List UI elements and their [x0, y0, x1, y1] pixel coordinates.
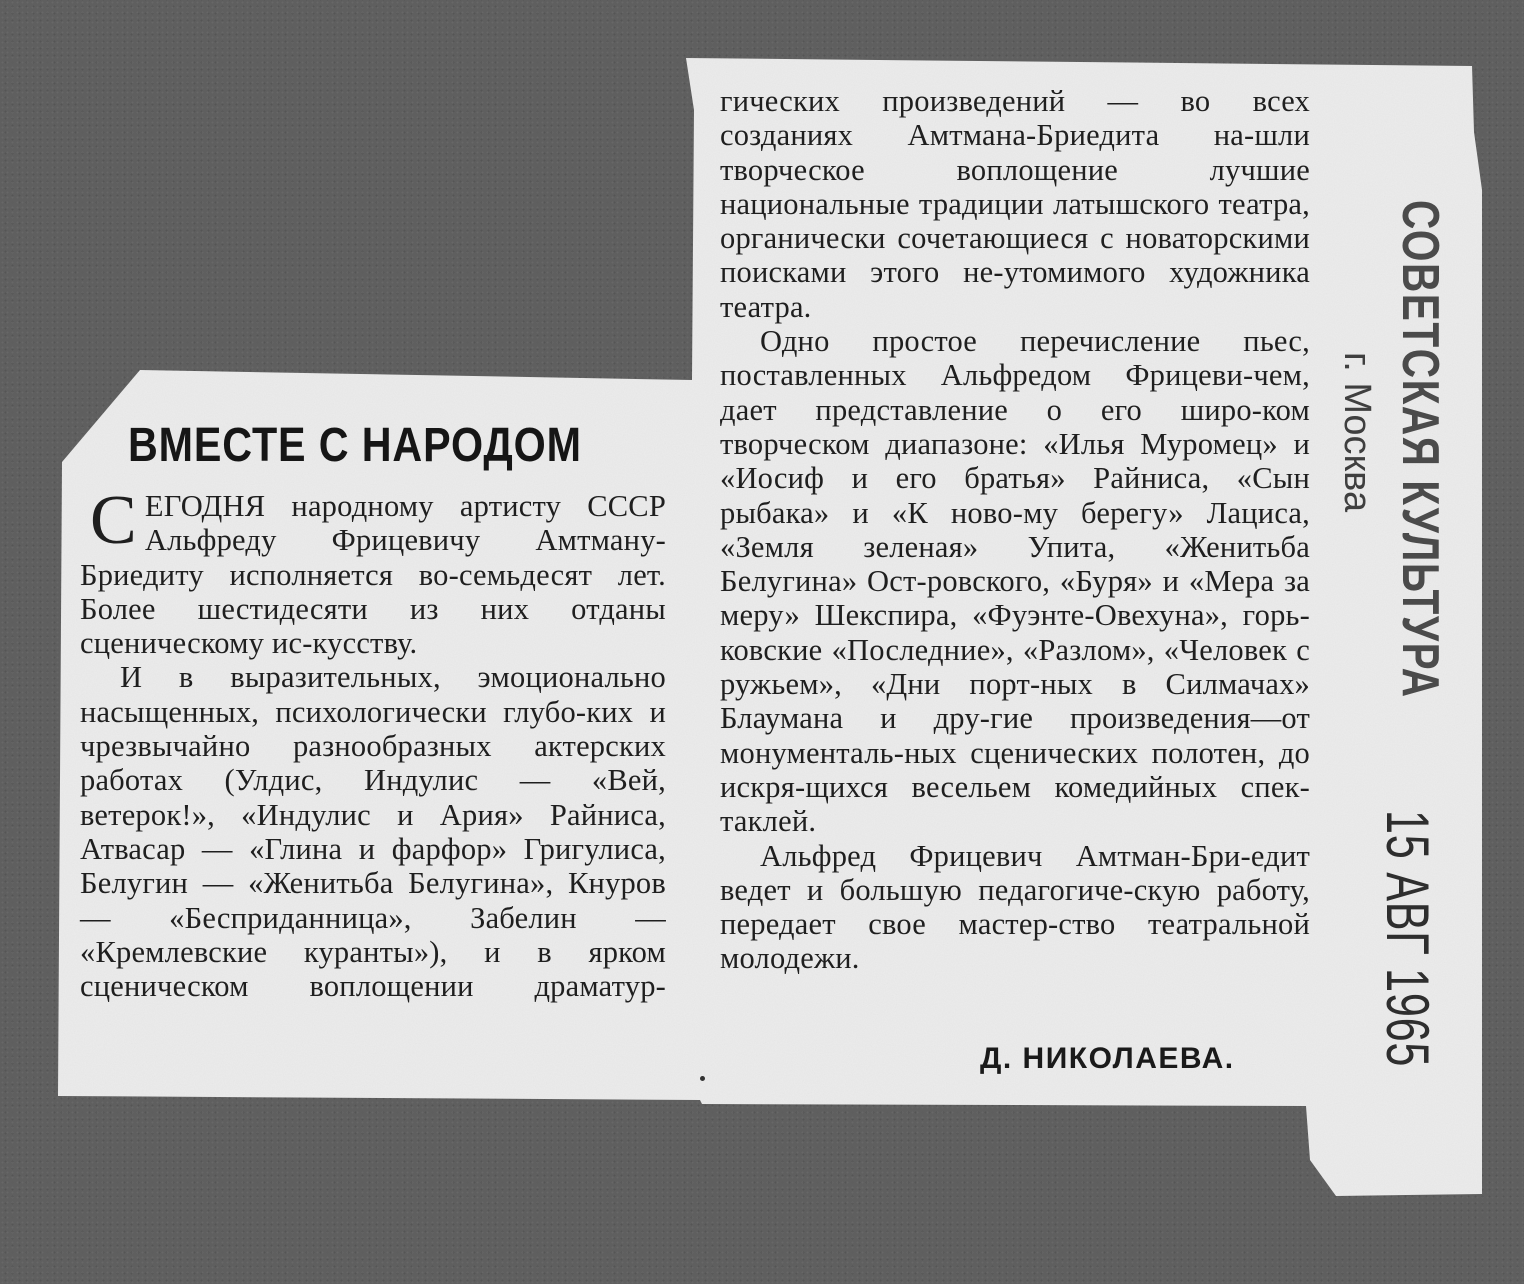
- article-paragraph: И в выразительных, эмоционально насыщенных, психологически глубо-ких и чрезвычайно разнообразных актерских работах (Улдис, Индулис — «Вей, ветерок!», «Индулис и Ария» Райниса, Атвасар — «Глина и фарфор» Григулиса, Белугин — «Женитьба Белугина», Кнуров — «Бесприданница», Забелин — «Кремлевские куранты»), и в ярком сценическом воплощении драматур-: [80, 660, 666, 1004]
- article-headline: ВМЕСТЕ С НАРОДОМ: [128, 419, 582, 472]
- stamp-date: 15 АВГ 1965: [1374, 810, 1441, 1068]
- article-paragraph: Одно простое перечисление пьес, поставленных Альфредом Фрицеви-чем, дает представление о его широ-ком творческом диапазоне: «Илья Муромец» и «Иосиф и его братья» Райниса, «Сын рыбака» и «К ново-му берегу» Лациса, «Земля зеленая» Упита, «Женитьба Белугина» Ост-ровского, «Буря» и «Мера за меру» Шекспира, «Фуэнте-Овехуна», горь-ковские «Последние», «Разлом», «Человек с ружьем», «Дни порт-ных в Силмачах» Блаумана и дру-гие произведения—от монументаль-ных сценических полотен, до искря-щихся весельем комедийных спек-таклей.: [720, 324, 1310, 839]
- article-signature: Д. НИКОЛАЕВА.: [980, 1042, 1235, 1075]
- drop-cap: С: [90, 482, 137, 559]
- article-paragraph: гических произведений — во всех созданиях Амтмана-Бриедита на-шли творческое воплощение лучшие национальные традиции латышского театра, органически сочетающиеся с новаторскими поисками этого не-утомимого художника театра.: [720, 84, 1310, 324]
- ink-dot: [700, 1076, 705, 1081]
- stamp-newspaper-name: СОВЕТСКАЯ КУЛЬТУРА: [1391, 200, 1449, 699]
- article-paragraph: [80, 482, 666, 661]
- article-paragraph-text: ЕГОДНЯ народному артисту СССР Альфреду Фрицевичу Амтману-Бриедиту исполняется во-семьдесят лет. Более шестидесяти из них отданы сценическому ис-кусству.: [80, 489, 666, 661]
- article-right-column: [720, 84, 1310, 976]
- article-paragraph: Альфред Фрицевич Амтман-Бри-едит ведет и большую педагогиче-скую работу, передает свое мастер-ство театральной молодежи.: [720, 838, 1310, 976]
- article-left-column: [80, 482, 666, 1004]
- stamp-city: г. Москва: [1336, 352, 1378, 513]
